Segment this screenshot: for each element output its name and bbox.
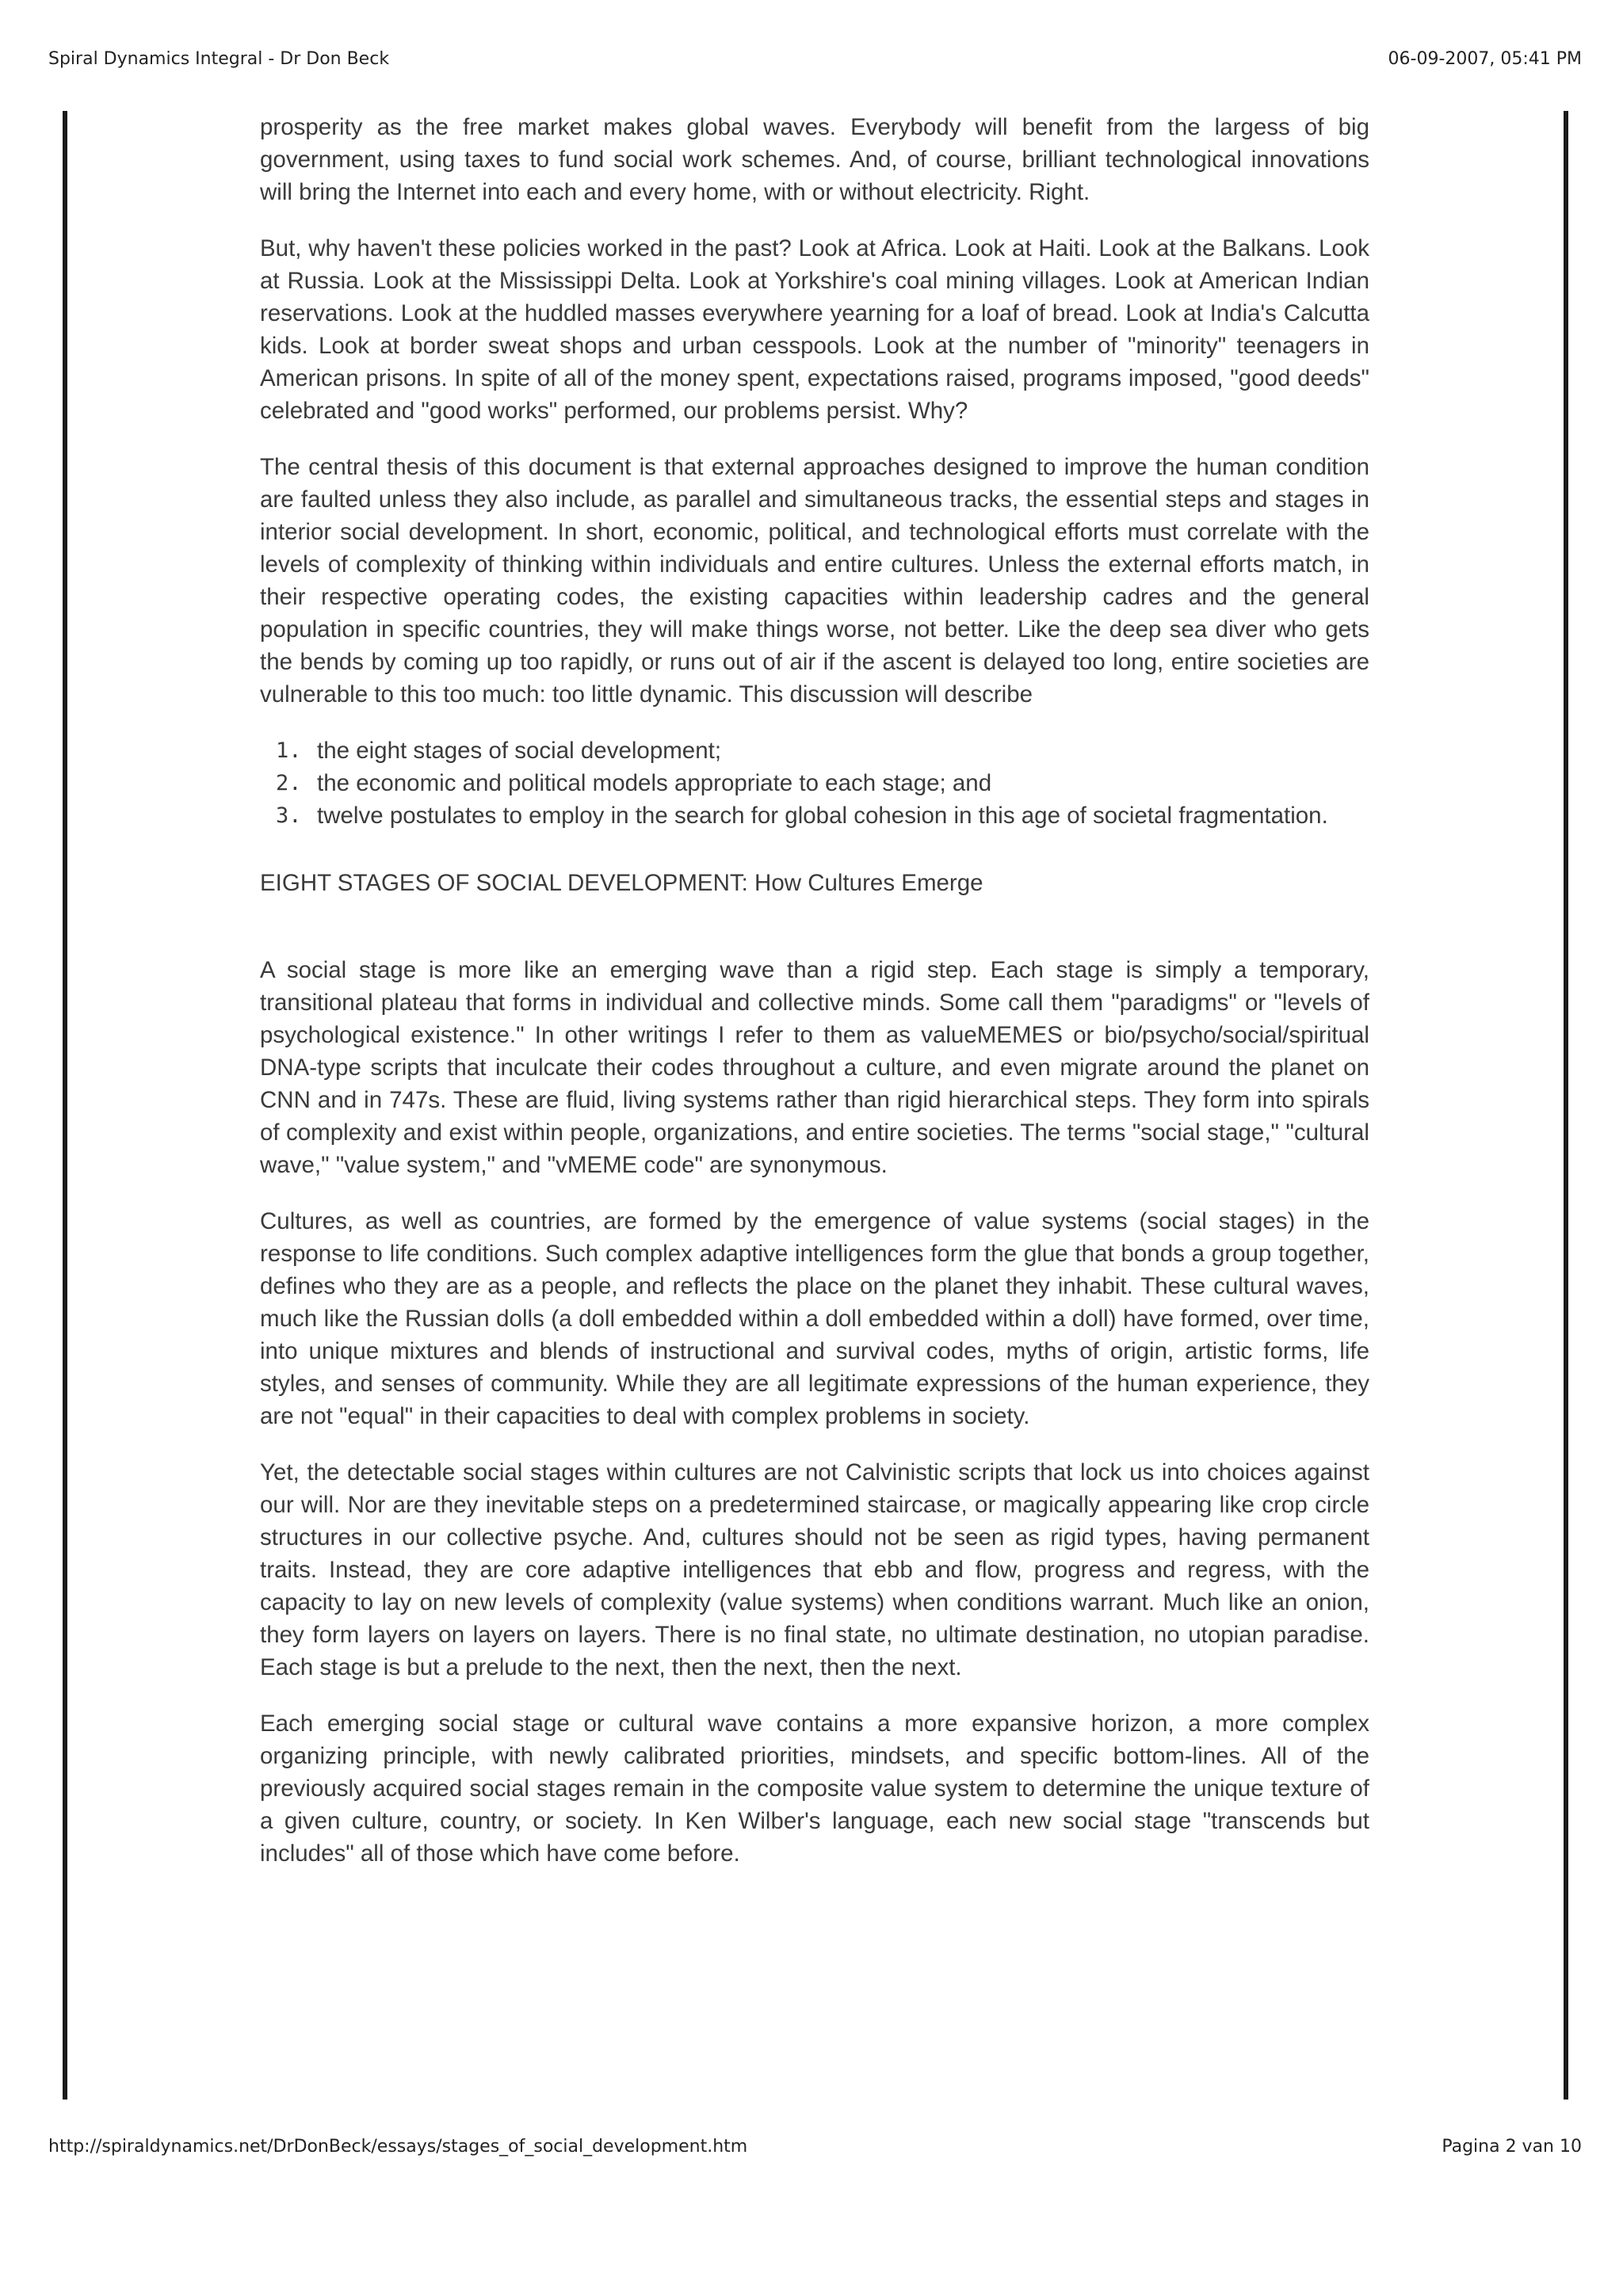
list-item-text: the economic and political models appropriate to each stage; and xyxy=(317,770,992,796)
list-item xyxy=(276,734,1369,767)
print-timestamp: 06-09-2007, 05:41 PM xyxy=(1388,49,1582,69)
paragraph: Cultures, as well as countries, are formed by the emergence of value systems (social stages) in the response to life conditions. Such complex adaptive intelligences form the glue that bonds a group together, defines who they are as a people, and reflects the place on the planet they inhabit. These cultural waves, much like the Russian dolls (a doll embedded within a doll embedded within a doll) have formed, over time, into unique mixtures and blends of instructional and survival codes, myths of origin, artistic forms, life styles, and senses of community. While they are all legitimate expressions of the human experience, they are not "equal" in their capacities to deal with complex problems in society. xyxy=(260,1208,1369,1429)
page-url: http://spiraldynamics.net/DrDonBeck/essays/stages_of_social_development.htm xyxy=(48,2137,748,2157)
list-item xyxy=(276,799,1369,832)
paragraph: But, why haven't these policies worked in the past? Look at Africa. Look at Haiti. Look at the Balkans. Look at Russia. Look at the Mississippi Delta. Look at Yorkshire's coal mining villages. Look at American Indian reservations. Look at the huddled masses everywhere yearning for a loaf of bread. Look at India's Calcutta kids. Look at border sweat shops and urban cesspools. Look at the number of "minority" teenagers in American prisons. In spite of all of the money spent, expectations raised, programs imposed, "good deeds" celebrated and "good works" performed, our problems persist. Why? xyxy=(260,235,1369,424)
paragraph: The central thesis of this document is that external approaches designed to improve the human condition are faulted unless they also include, as parallel and simultaneous tracks, the essential steps and stages in interior social development. In short, economic, political, and technological efforts must correlate with the levels of complexity of thinking within individuals and entire cultures. Unless the external efforts match, in their respective operating codes, the existing capacities within leadership cadres and the general population in specific countries, they will make things worse, not better. Like the deep sea diver who gets the bends by coming up too rapidly, or runs out of air if the ascent is delayed too long, entire societies are vulnerable to this too much: too little dynamic. This discussion will describe xyxy=(260,454,1369,707)
list-number: 1. xyxy=(276,738,302,763)
left-border-rule xyxy=(63,111,67,2100)
paragraph: prosperity as the free market makes global waves. Everybody will benefit from the largess of big government, using taxes to fund social work schemes. And, of course, brilliant technological innovations will bring the Internet into each and every home, with or without electricity. Right. xyxy=(260,114,1369,205)
paragraph: Each emerging social stage or cultural wave contains a more expansive horizon, a more complex organizing principle, with newly calibrated priorities, mindsets, and specific bottom-lines. All of the previously acquired social stages remain in the composite value system to determine the unique texture of a given culture, country, or society. In Ken Wilber's language, each new social stage "transcends but includes" all of those which have come before. xyxy=(260,1711,1369,1867)
article-body xyxy=(260,111,1369,1894)
paragraph: A social stage is more like an emerging wave than a rigid step. Each stage is simply a temporary, transitional plateau that forms in individual and collective minds. Some call them "paradigms" or "levels of psychological existence." In other writings I refer to them as valueMEMES or bio/psycho/social/spiritual DNA-type scripts that inculcate their codes throughout a culture, and even migrate around the planet on CNN and in 747s. These are fluid, living systems rather than rigid hierarchical steps. They form into spirals of complexity and exist within people, organizations, and entire societies. The terms "social stage," "cultural wave," "value system," and "vMEME code" are synonymous. xyxy=(260,957,1369,1178)
document-title: Spiral Dynamics Integral - Dr Don Beck xyxy=(48,49,390,69)
print-footer xyxy=(48,2137,1582,2157)
paragraph: Yet, the detectable social stages within cultures are not Calvinistic scripts that lock us into choices against our will. Nor are they inevitable steps on a predetermined staircase, or magically appearing like crop circle structures in our collective psyche. And, cultures should not be seen as rigid types, having permanent traits. Instead, they are core adaptive intelligences that ebb and flow, progress and regress, with the capacity to lay on new levels of complexity (value systems) when conditions warrant. Much like an onion, they form layers on layers on layers. There is no final state, no ultimate destination, no utopian paradise. Each stage is but a prelude to the next, then the next, then the next. xyxy=(260,1459,1369,1680)
list-number: 2. xyxy=(276,771,302,795)
print-header xyxy=(48,49,1582,69)
list-number: 3. xyxy=(276,803,302,828)
list-item-text: the eight stages of social development; xyxy=(317,738,722,764)
page-number: Pagina 2 van 10 xyxy=(1442,2137,1582,2157)
right-border-rule xyxy=(1564,111,1568,2100)
list-item xyxy=(276,767,1369,799)
section-heading: EIGHT STAGES OF SOCIAL DEVELOPMENT: How Cultures Emerge xyxy=(260,870,983,896)
topics-list xyxy=(260,734,1369,832)
list-item-text: twelve postulates to employ in the search for global cohesion in this age of societal fragmentation. xyxy=(317,803,1328,829)
